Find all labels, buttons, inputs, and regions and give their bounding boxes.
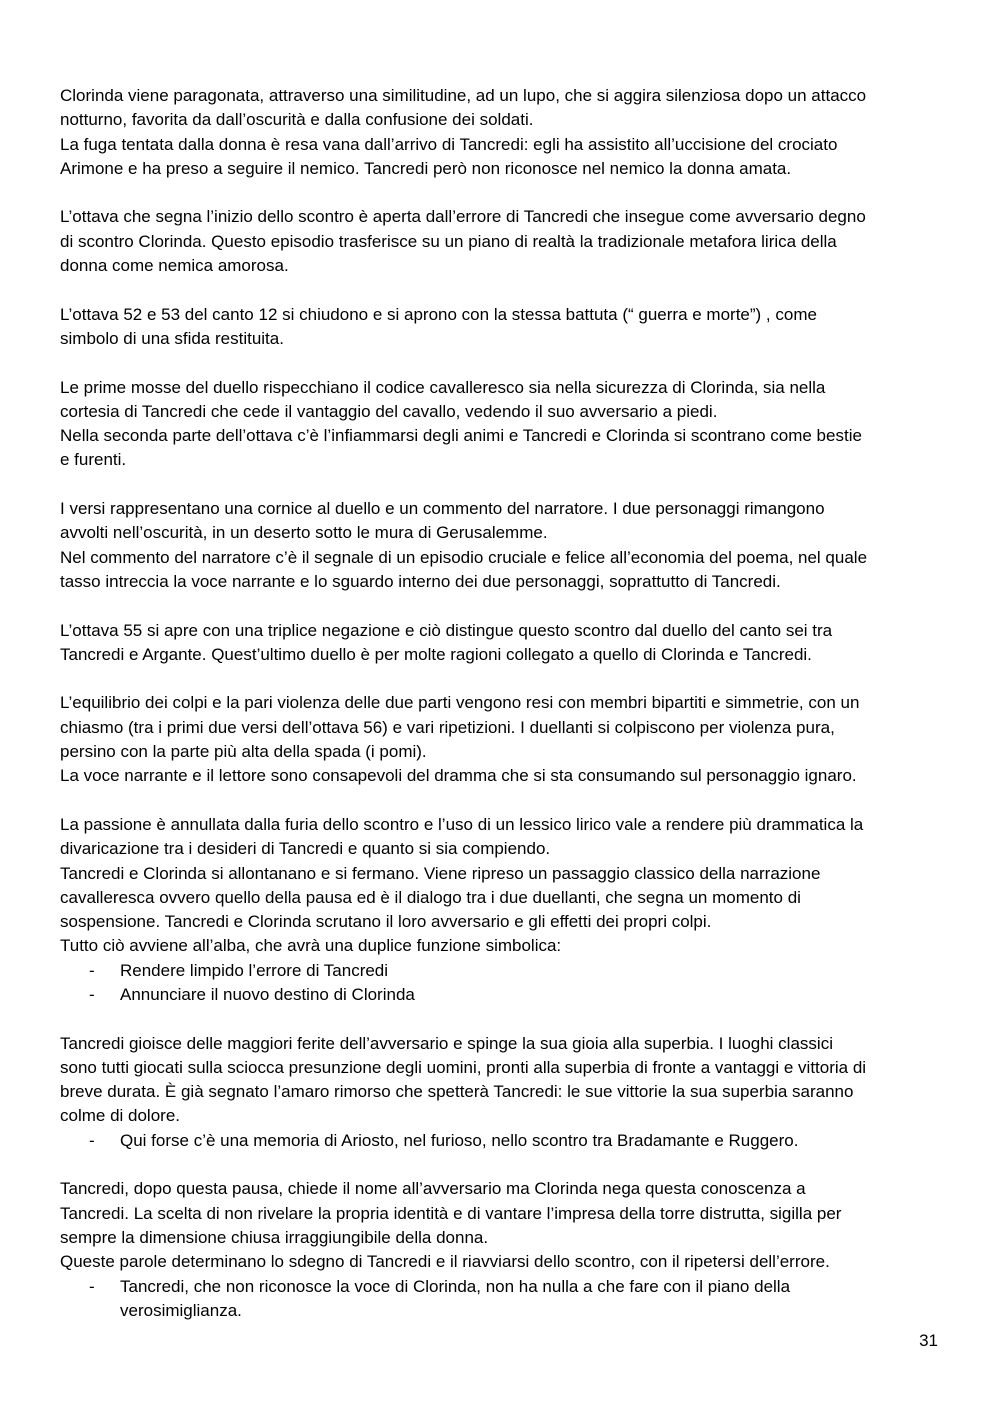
bullet-item <box>60 1129 945 1153</box>
text-line: Tancredi. La scelta di non rivelare la propria identità e di vantare l’impresa della torre distrutta, sigilla per <box>60 1203 842 1223</box>
text-line: L’ottava 52 e 53 del canto 12 si chiudono e si aprono con la stessa battuta (“ guerra e morte”) , come <box>60 304 817 324</box>
paragraph-6 <box>60 619 945 668</box>
text-line: simbolo di una sfida restituita. <box>60 328 284 348</box>
paragraph-8 <box>60 813 945 1007</box>
text-line: cavalleresca ovvero quello della pausa ed è il dialogo tra i due duellanti, che segna un momento di <box>60 887 801 907</box>
text-line: La voce narrante e il lettore sono consapevoli del dramma che si sta consumando sul personaggio ignaro. <box>60 766 857 786</box>
text-line: L’ottava 55 si apre con una triplice negazione e ciò distingue questo scontro dal duello del canto sei tra <box>60 620 833 640</box>
text-line: sono tutti giocati sulla sciocca presunzione degli uomini, pronti alla superbia di fronte a vantaggi e vittoria di <box>60 1057 867 1077</box>
paragraph-gap <box>60 594 945 618</box>
paragraph-9 <box>60 1032 945 1153</box>
paragraph-10 <box>60 1177 945 1323</box>
text-line: Tancredi, dopo questa pausa, chiede il nome all’avversario ma Clorinda nega questa conoscenza a <box>60 1179 806 1199</box>
text-line: La fuga tentata dalla donna è resa vana dall’arrivo di Tancredi: egli ha assistito all’uccisione del crociato <box>60 134 838 154</box>
text-line: sospensione. Tancredi e Clorinda scrutano il loro avversario e gli effetti dei propri colpi. <box>60 912 712 932</box>
text-line: avvolti nell’oscurità, in un deserto sotto le mura di Gerusalemme. <box>60 523 548 543</box>
text-line: persino con la parte più alta della spada (i pomi). <box>60 742 427 762</box>
bullet-text: Rendere limpido l’errore di Tancredi <box>120 960 389 980</box>
text-line: Tancredi gioisce delle maggiori ferite dell’avversario e spinge la sua gioia alla superbia. I luoghi classici <box>60 1033 833 1053</box>
bullet-text: Annunciare il nuovo destino di Clorinda <box>120 984 415 1004</box>
paragraph-1 <box>60 84 945 181</box>
bullet-item <box>60 983 945 1007</box>
text-line: Tancredi e Argante. Quest’ultimo duello è per molte ragioni collegato a quello di Clorinda e Tancredi. <box>60 644 812 664</box>
text-line: Le prime mosse del duello rispecchiano il codice cavalleresco sia nella sicurezza di Clorinda, sia nella <box>60 377 826 397</box>
text-line: L’equilibrio dei colpi e la pari violenza delle due parti vengono resi con membri bipartiti e simmetrie, con un <box>60 693 860 713</box>
bullet-dash: - <box>89 960 95 980</box>
paragraph-gap <box>60 278 945 302</box>
paragraph-gap <box>60 667 945 691</box>
page-number: 31 <box>919 1331 938 1350</box>
text-line: Queste parole determinano lo sdegno di Tancredi e il riavviarsi dello scontro, con il ripetersi dell’errore. <box>60 1252 830 1272</box>
text-line: Tutto ciò avviene all’alba, che avrà una duplice funzione simbolica: <box>60 936 562 956</box>
text-line: sempre la dimensione chiusa irraggiungibile della donna. <box>60 1227 489 1247</box>
text-line: breve durata. È già segnato l’amaro rimorso che spetterà Tancredi: le sue vittorie la sua superbia saranno <box>60 1082 854 1102</box>
paragraph-gap <box>60 1007 945 1031</box>
paragraph-gap <box>60 789 945 813</box>
bullet-item-continuation <box>60 1299 945 1323</box>
paragraph-2 <box>60 205 945 278</box>
paragraph-gap <box>60 351 945 375</box>
bullet-dash: - <box>89 984 95 1004</box>
text-line: tasso intreccia la voce narrante e lo sguardo interno dei due personaggi, soprattutto di Tancredi. <box>60 571 781 591</box>
bullet-item <box>60 1275 945 1299</box>
bullet-item <box>60 959 945 983</box>
bullet-text: Qui forse c’è una memoria di Ariosto, nel furioso, nello scontro tra Bradamante e Ruggero. <box>120 1130 799 1150</box>
text-line: cortesia di Tancredi che cede il vantaggio del cavallo, vedendo il suo avversario a piedi. <box>60 401 718 421</box>
text-line: Nel commento del narratore c’è il segnale di un episodio cruciale e felice all’economia del poema, nel quale <box>60 547 868 567</box>
paragraph-gap <box>60 181 945 205</box>
bullet-text: Tancredi, che non riconosce la voce di Clorinda, non ha nulla a che fare con il piano della <box>120 1276 791 1296</box>
bullet-dash: - <box>89 1276 95 1296</box>
text-line: di scontro Clorinda. Questo episodio trasferisce su un piano di realtà la tradizionale metafora lirica della <box>60 231 837 251</box>
text-line: I versi rappresentano una cornice al duello e un commento del narratore. I due personaggi rimangono <box>60 499 825 519</box>
paragraph-7 <box>60 691 945 788</box>
text-line: e furenti. <box>60 450 127 470</box>
bullet-text: verosimiglianza. <box>120 1300 242 1320</box>
text-line: Clorinda viene paragonata, attraverso una similitudine, ad un lupo, che si aggira silenziosa dopo un attacco <box>60 86 867 105</box>
text-line: Tancredi e Clorinda si allontanano e si fermano. Viene ripreso un passaggio classico della narrazione <box>60 863 821 883</box>
paragraph-gap <box>60 473 945 497</box>
paragraph-3 <box>60 303 945 352</box>
paragraph-gap <box>60 1153 945 1177</box>
paragraph-5 <box>60 497 945 594</box>
text-line: donna come nemica amorosa. <box>60 256 289 276</box>
text-line: La passione è annullata dalla furia dello scontro e l’uso di un lessico lirico vale a rendere più drammatica la <box>60 814 864 834</box>
text-line: L’ottava che segna l’inizio dello scontro è aperta dall’errore di Tancredi che insegue come avversario degno <box>60 207 866 227</box>
text-line: Arimone e ha preso a seguire il nemico. Tancredi però non riconosce nel nemico la donna amata. <box>60 158 792 178</box>
text-line: notturno, favorita da dall’oscurità e dalla confusione dei soldati. <box>60 110 534 130</box>
document-body <box>60 84 945 1323</box>
bullet-dash: - <box>89 1130 95 1150</box>
text-line: Nella seconda parte dell’ottava c’è l’infiammarsi degli animi e Tancredi e Clorinda si scontrano come bestie <box>60 426 862 446</box>
text-line: colme di dolore. <box>60 1106 181 1126</box>
text-line: divaricazione tra i desideri di Tancredi e quanto si sia compiendo. <box>60 839 551 859</box>
text-line: chiasmo (tra i primi due versi dell’ottava 56) e vari ripetizioni. I duellanti si colpiscono per violenza pura, <box>60 717 835 737</box>
paragraph-4 <box>60 376 945 473</box>
